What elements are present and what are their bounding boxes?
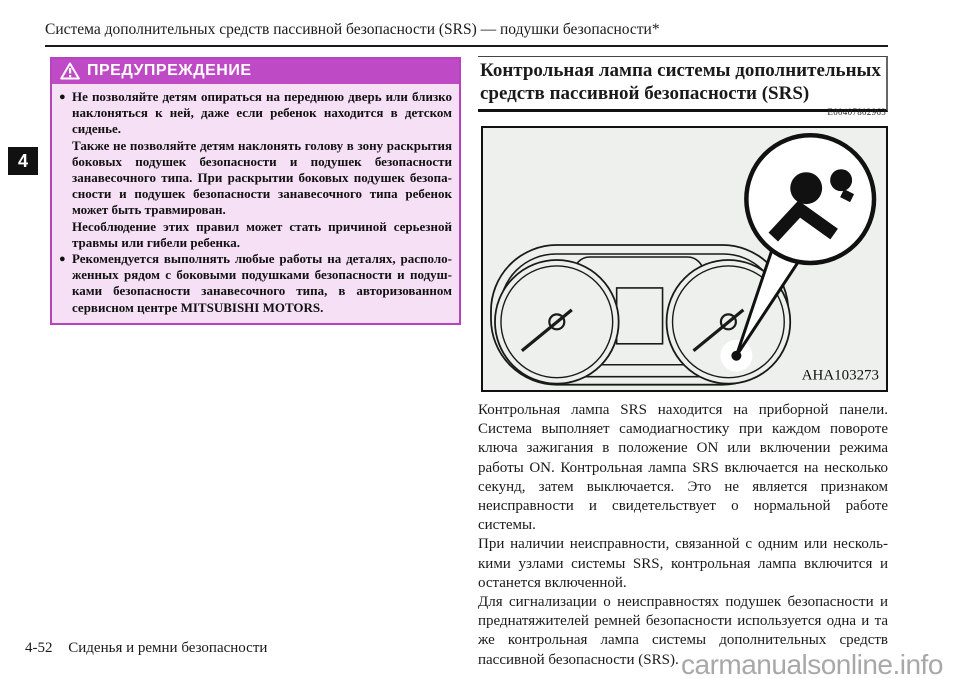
footer-page-number: 4-52 xyxy=(25,640,53,656)
paragraph: При наличии неисправности, связанной с одним или несколькими узлами системы SRS, контрольная лампа включится и останется включенной. xyxy=(478,536,888,591)
warning-text: Не позволяйте детям опираться на переднюю дверь или близко наклоняться к ней, даже если ребенок находится в детском сиденье. xyxy=(72,89,452,137)
watermark: carmanualsonline.info xyxy=(681,649,943,679)
srs-lamp-dot xyxy=(731,351,741,361)
page-header-title: Система дополнительных средств пассивной безопасности (SRS) — подушки безопасности* xyxy=(45,21,660,38)
warning-item xyxy=(59,89,452,138)
warning-body xyxy=(52,84,459,323)
chapter-tab: 4 xyxy=(8,147,38,175)
warning-title: ПРЕДУПРЕЖДЕНИЕ xyxy=(87,62,252,79)
section-heading: Контрольная лампа системы дополнительных средств пассивной безопасности (SRS) xyxy=(478,56,888,112)
warning-box xyxy=(50,57,461,325)
instrument-cluster-illustration xyxy=(483,128,886,390)
warning-header xyxy=(52,59,459,84)
warning-text: Также не позволяйте детям наклонять голову в зону раскрытия боковых подушек безопасности и подушек безопасности занавесочного типа. При раскрытии боковых подушек безопасности и подушек безопасности занавесочного типа ребенок может быть травмирован. xyxy=(72,137,452,218)
paragraph: Контрольная лампа SRS находится на приборной панели. Система выполняет самодиагностику при каждом повороте ключа зажигания в положение ON или включении режима работы ON. Контрольная лампа SRS включается на несколько секунд, затем выключается. Это не является признаком неисправности и свидетельствует о нормальной работе системы. xyxy=(478,402,888,534)
page-footer xyxy=(25,640,267,657)
left-gauge xyxy=(495,260,619,384)
bullet-icon: ● xyxy=(59,253,66,266)
center-display xyxy=(617,288,663,344)
warning-text: Рекомендуется выполнять любые работы на деталях, расположенных рядом с боковыми подушками безопасности и подушками безопасности занавесочного типа, в авторизованном сервисном центре MITSUBISHI MOTORS. xyxy=(72,251,452,315)
warning-text: Несоблюдение этих правил может стать причиной серьезной травмы или гибели ребенка. xyxy=(72,218,452,250)
footer-section-title: Сиденья и ремни безопасности xyxy=(68,640,268,656)
header-rule xyxy=(45,45,888,47)
bullet-icon: ● xyxy=(59,91,66,103)
section-code: E00407802963 xyxy=(827,107,886,117)
figure-instrument-cluster xyxy=(481,126,888,392)
figure-label: AHA103273 xyxy=(801,367,880,384)
warning-item xyxy=(59,251,452,316)
warning-triangle-icon xyxy=(60,62,80,80)
paragraph: Для сигнализации о неисправностях подушек безопасности и преднатяжителей ремней безопасности используется одна и та же контрольная лампа системы дополнительных средств пассивной безопасности (SRS). xyxy=(478,594,888,668)
body-text xyxy=(478,401,888,670)
